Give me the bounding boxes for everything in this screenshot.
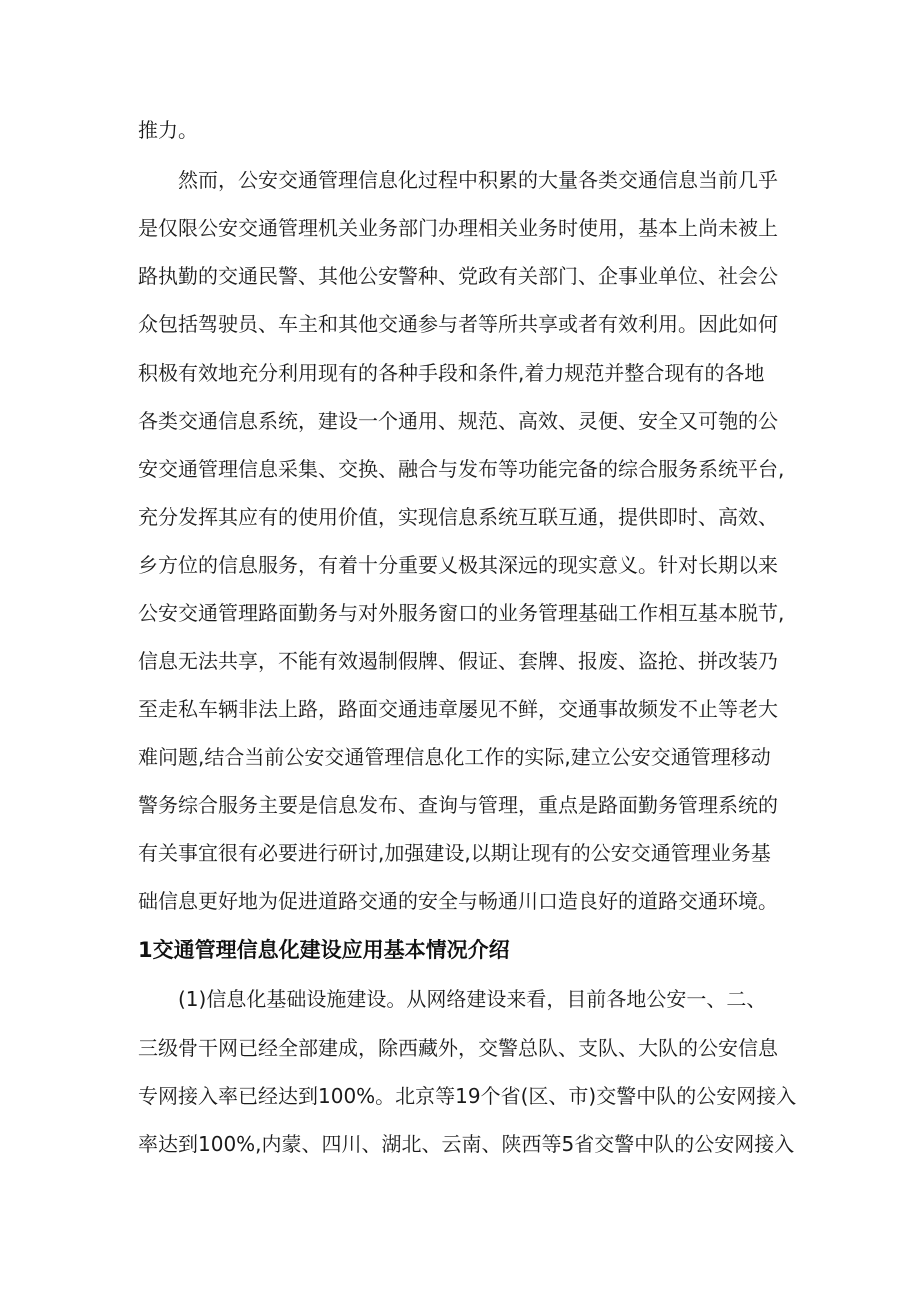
text-line: 路执勤的交通民警、其他公安警种、党政有关部门、企事业单位、社会公: [138, 264, 778, 288]
text-line: 众包括驾驶员、车主和其他交通参与者等所共享或者有效利用。因此如何: [138, 312, 778, 336]
text-line: 充分发挥其应有的使用价值，实现信息系统互联互通，提供即时、高效、: [138, 505, 778, 529]
text-line: 础信息更好地为促进道路交通的安全与畅通川口造良好的道路交通环境。: [138, 889, 778, 913]
text-line: 警务综合服务主要是信息发布、查询与管理，重点是路面勤务管理系统的: [138, 793, 778, 817]
text-line: 积极有效地充分利用现有的各种手段和条件,着力规范并整合现有的各地: [138, 361, 765, 385]
text-line: 乡方位的信息服务，有着十分重要乂极其深远的现实意义。针对长期以来: [138, 553, 778, 577]
text-line: 三级骨干网已经全部建成，除西藏外，交警总队、支队、大队的公安信息: [138, 1036, 778, 1060]
text-line: 各类交通信息系统，建设一个通用、规范、高效、灵便、安全又可匏的公: [138, 409, 778, 433]
text-line: 有关事宜很有必要进行研讨,加强建设,以期让现有的公安交通管理业务基: [138, 841, 771, 865]
text-line: 安交通管理信息采集、交换、融合与发布等功能完备的综合服务系统平台,: [138, 457, 785, 481]
text-line: 专网接入率已经达到100%。北京等19个省(区、市)交警中队的公安网接入: [138, 1084, 797, 1108]
text-line: 推力。: [138, 118, 198, 142]
text-line: 难问题,结合当前公安交通管理信息化工作的实际,建立公安交通管理移动: [138, 745, 771, 769]
section-heading: 1交通管理信息化建设应用基本情况介绍: [138, 938, 510, 962]
text-line: 信息无法共享，不能有效遏制假牌、假证、套牌、报废、盗抢、拼改装乃: [138, 649, 778, 673]
text-line: 公安交通管理路面勤务与对外服务窗口的业务管理基础工作相互基本脱节,: [138, 601, 785, 625]
text-line: 至走私车辆非法上路，路面交通违章屡见不鲜，交通事故频发不止等老大: [138, 697, 778, 721]
text-line: (1)信息化基础设施建设。从网络建设来看，目前各地公安一、二、: [178, 987, 767, 1011]
text-line: 是仅限公安交通管理机关业务部门办理相关业务时使用，基本上尚未被上: [138, 216, 778, 240]
text-line: 然而，公安交通管理信息化过程中积累的大量各类交通信息当前几乎: [178, 168, 778, 192]
text-line: 率达到100%,内蒙、四川、湖北、云南、陕西等5省交警中队的公安网接入: [138, 1132, 795, 1156]
